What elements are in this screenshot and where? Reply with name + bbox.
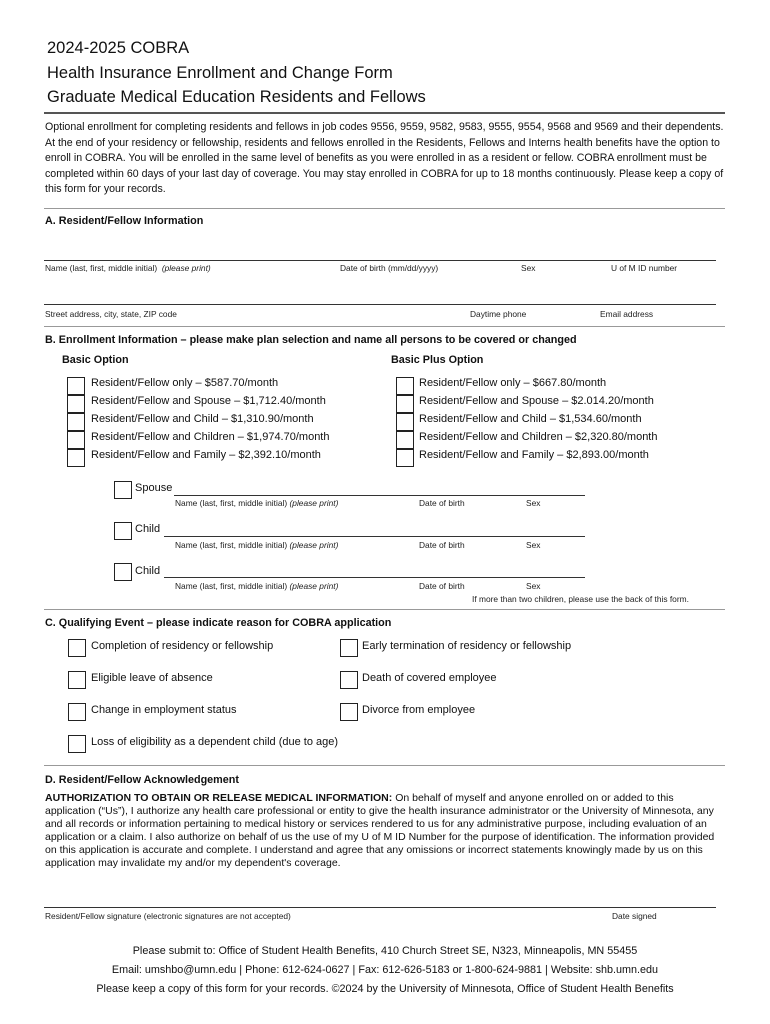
event-label: Completion of residency or fellowship (91, 640, 274, 652)
child-sex-label: Sex (526, 581, 541, 591)
child-name-label: Name (last, first, middle initial) (please print) (175, 581, 339, 591)
email-label: Email address (600, 309, 654, 319)
event-checkbox[interactable] (68, 703, 86, 721)
title-divider (44, 112, 725, 114)
section-d-heading: D. Resident/Fellow Acknowledgement (45, 774, 239, 786)
basic-plus-option-label: Resident/Fellow and Child – $1,534.60/month (419, 413, 642, 425)
event-checkbox[interactable] (68, 671, 86, 689)
basic-option-checkbox[interactable] (67, 449, 85, 467)
signature-line[interactable] (44, 907, 716, 908)
event-checkbox[interactable] (68, 735, 86, 753)
section-c-heading: C. Qualifying Event – please indicate reason for COBRA application (45, 617, 392, 629)
dob-label: Date of birth (mm/dd/yyyy) (340, 263, 439, 273)
basic-option-checkbox[interactable] (67, 431, 85, 449)
event-label: Divorce from employee (362, 704, 476, 716)
basic-plus-option-checkbox[interactable] (396, 431, 414, 449)
footer-copyright: Please keep a copy of this form for your records. ©2024 by the University of Minnesota, Office of Student Health Benefits (96, 983, 674, 995)
address-label: Street address, city, state, ZIP code (45, 309, 177, 319)
intro-paragraph: Optional enrollment for completing residents and fellows in job codes 9556, 9559, 9582, 9583, 9555, 9554, 9568 and 9569 and their dependents. At the end of your residency or fellowship, residents and fellows enrolled in the Residents, Fellows and Interns health benefits have the option to enroll in COBRA. You will be enrolled in the same level of benefits as you were enrolled in as a resident or fellow. COBRA enrollment must be completed within 60 days of your last day of coverage. You may stay enrolled in COBRA for up to 18 months continuously. Please keep a copy of this form for your records. (45, 121, 724, 196)
basic-option-checkbox[interactable] (67, 377, 85, 395)
child-label: Child (135, 523, 161, 535)
basic-plus-option-checkbox[interactable] (396, 395, 414, 413)
basic-option-label: Resident/Fellow only – $587.70/month (91, 377, 279, 389)
basic-option-checkbox[interactable] (67, 395, 85, 413)
child-label: Child (135, 565, 161, 577)
event-label: Death of covered employee (362, 672, 497, 684)
child-name-line[interactable] (164, 577, 585, 578)
form-title-line1: 2024-2025 COBRA (47, 39, 190, 57)
section-c-divider (44, 765, 725, 766)
event-label: Early termination of residency or fellowship (362, 640, 572, 652)
basic-plus-option-checkbox[interactable] (396, 413, 414, 431)
event-label: Change in employment status (91, 704, 237, 716)
basic-plus-option-label: Resident/Fellow and Spouse – $2.014.20/month (419, 395, 654, 407)
child-dob-label: Date of birth (419, 581, 465, 591)
basic-plus-option-label: Resident/Fellow and Family – $2,893.00/month (419, 449, 649, 461)
basic-plus-option-checkbox[interactable] (396, 449, 414, 467)
basic-option-checkbox[interactable] (67, 413, 85, 431)
spouse-sex-label: Sex (526, 498, 541, 508)
event-label: Eligible leave of absence (91, 672, 213, 684)
name-label: Name (last, first, middle initial) (please print) (45, 263, 211, 273)
event-label: Loss of eligibility as a dependent child (due to age) (91, 736, 339, 748)
basic-option-label: Resident/Fellow and Family – $2,392.10/month (91, 449, 321, 461)
child-sex-label: Sex (526, 540, 541, 550)
children-note: If more than two children, please use the back of this form. (472, 594, 689, 604)
child-dob-label: Date of birth (419, 540, 465, 550)
basic-option-label: Resident/Fellow and Children – $1,974.70/month (91, 431, 330, 443)
basic-option-title: Basic Option (62, 354, 129, 366)
basic-plus-option-label: Resident/Fellow only – $667.80/month (419, 377, 607, 389)
event-checkbox[interactable] (68, 639, 86, 657)
spouse-name-line[interactable] (174, 495, 585, 496)
basic-plus-option-title: Basic Plus Option (391, 354, 484, 366)
section-a-divider (44, 326, 725, 327)
date-signed-label: Date signed (612, 911, 657, 921)
section-b-heading: B. Enrollment Information – please make plan selection and name all persons to be covered or changed (45, 334, 577, 346)
basic-plus-option-label: Resident/Fellow and Children – $2,320.80/month (419, 431, 658, 443)
intro-divider (44, 208, 725, 209)
umid-label: U of M ID number (611, 263, 678, 273)
event-checkbox[interactable] (340, 703, 358, 721)
info-row1-line[interactable] (44, 260, 716, 261)
basic-option-label: Resident/Fellow and Spouse – $1,712.40/month (91, 395, 326, 407)
basic-option-label: Resident/Fellow and Child – $1,310.90/month (91, 413, 314, 425)
spouse-dob-label: Date of birth (419, 498, 465, 508)
child-checkbox[interactable] (114, 522, 132, 540)
authorization-title: AUTHORIZATION TO OBTAIN OR RELEASE MEDICAL INFORMATION: (45, 792, 393, 804)
phone-label: Daytime phone (470, 309, 527, 319)
spouse-name-label: Name (last, first, middle initial) (please print) (175, 498, 339, 508)
footer-contact: Email: umshbo@umn.edu | Phone: 612-624-0627 | Fax: 612-626-5183 or 1-800-624-9881 | Website: shb.umn.edu (111, 964, 659, 976)
footer-submit-address: Please submit to: Office of Student Health Benefits, 410 Church Street SE, N323, Minneapolis, MN 55455 (132, 945, 638, 957)
form-title-line3: Graduate Medical Education Residents and Fellows (47, 88, 426, 106)
event-checkbox[interactable] (340, 671, 358, 689)
basic-plus-option-checkbox[interactable] (396, 377, 414, 395)
sex-label: Sex (521, 263, 536, 273)
section-b-divider (44, 609, 725, 610)
signature-label: Resident/Fellow signature (electronic signatures are not accepted) (45, 911, 291, 921)
authorization-paragraph: AUTHORIZATION TO OBTAIN OR RELEASE MEDICAL INFORMATION: On behalf of myself and anyone enrolled on or added to this application (“Us”), I authorize any health care professional or entity to give the health insurance administrator or the University of Minnesota, any and all records or information pertaining to medical history or services rendered to us for any administrative purpose, including evaluation of an application or a claim. I also authorize on behalf of us the use of my U of M ID Number for the purpose of identification. The information provided on this application is accurate and complete. I understand and agree that any omissions or incorrect statements knowingly made by us on this application may invalidate my and/or my dependent's coverage. (45, 792, 715, 869)
form-title-line2: Health Insurance Enrollment and Change Form (47, 64, 393, 82)
spouse-checkbox[interactable] (114, 481, 132, 499)
spouse-label: Spouse (135, 482, 173, 494)
child-name-line[interactable] (164, 536, 585, 537)
section-a-heading: A. Resident/Fellow Information (45, 215, 204, 227)
child-name-label: Name (last, first, middle initial) (please print) (175, 540, 339, 550)
child-checkbox[interactable] (114, 563, 132, 581)
info-row2-line[interactable] (44, 304, 716, 305)
event-checkbox[interactable] (340, 639, 358, 657)
